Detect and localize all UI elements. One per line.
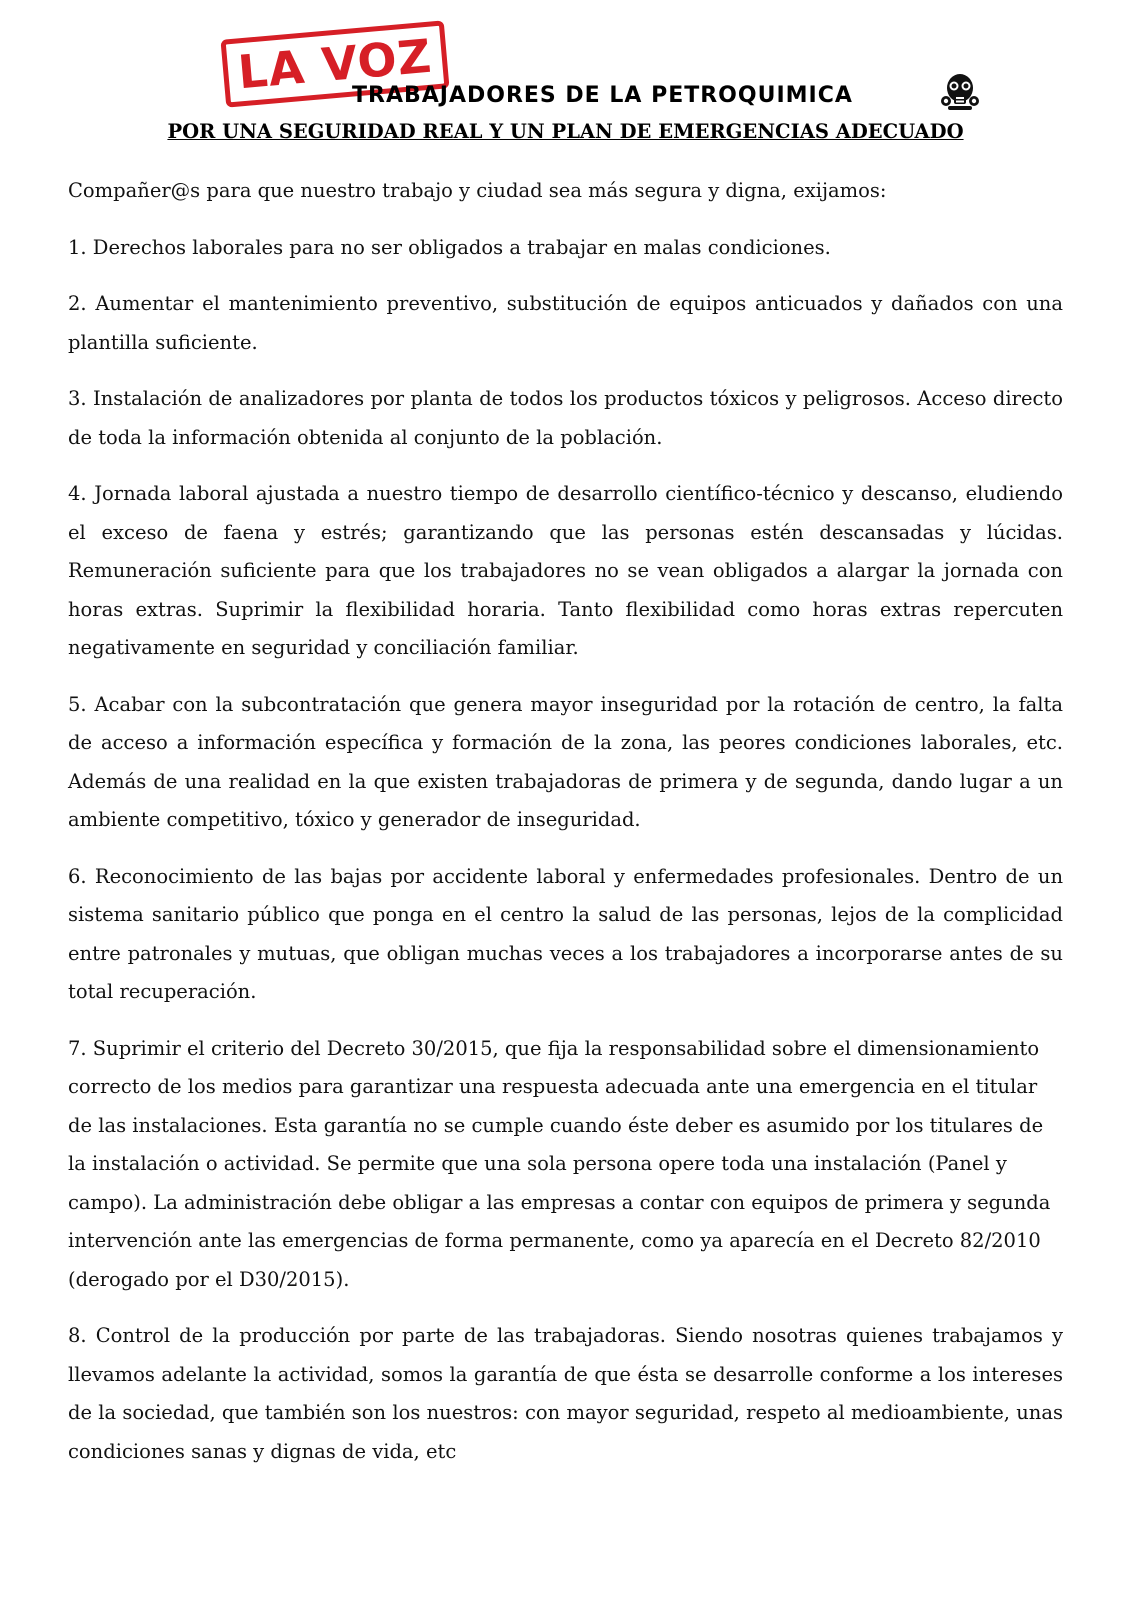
demand-item: 2. Aumentar el mantenimiento preventivo, substitución de equipos anticuados y dañados con una plantilla suficiente. [68, 292, 1063, 354]
demand-item: 5. Acabar con la subcontratación que genera mayor inseguridad por la rotación de centro, la falta de acceso a información específica y formación de la zona, las peores condiciones laborales, etc. Además de una realidad en la que existen trabajadoras de primera y de segunda, dando lugar a un ambiente competitivo, tóxico y generador de inseguridad. [68, 692, 1063, 831]
intro-paragraph: Compañer@s para que nuestro trabajo y ciudad sea más segura y digna, exijamos: [68, 179, 887, 202]
demand-item: 7. Suprimir el criterio del Decreto 30/2015, que fija la responsabilidad sobre el dimensionamiento correcto de los medios para garantizar una respuesta adecuada ante una emergencia en el titular de las instalaciones. Esta garantía no se cumple cuando éste deber es asumido por los titulares de la instalación o actividad. Se permite que una sola persona opere toda una instalación (Panel y campo). La administración debe obligar a las empresas a contar con equipos de primera y segunda intervención ante las emergencias de forma permanente, como ya aparecía en el Decreto 82/2010 (derogado por el D30/2015). [68, 1036, 1051, 1291]
demand-item: 3. Instalación de analizadores por planta de todos los productos tóxicos y peligrosos. Acceso directo de toda la información obtenida al conjunto de la población. [68, 387, 1063, 449]
demand-item: 6. Reconocimiento de las bajas por accidente laboral y enfermedades profesionales. Dentro de un sistema sanitario público que ponga en el centro la salud de las personas, lejos de la complicidad entre patronales y mutuas, que obligan muchas veces a los trabajadores a incorporarse antes de su total recuperación. [68, 864, 1063, 1003]
organization-subtitle: TRABAJADORES DE LA PETROQUIMICA [352, 83, 853, 108]
demand-item: 4. Jornada laboral ajustada a nuestro tiempo de desarrollo científico-técnico y descanso, eludiendo el exceso de faena y estrés; garantizando que las personas estén descansadas y lúcidas. Remuneración suficiente para que los trabajadores no se vean obligados a alargar la jornada con horas extras. Suprimir la flexibilidad horaria. Tanto flexibilidad como horas extras repercuten negativamente en seguridad y conciliación familiar. [68, 482, 1063, 659]
gas-mask-icon [940, 72, 980, 112]
document-body [68, 172, 1063, 1489]
page-title: POR UNA SEGURIDAD REAL Y UN PLAN DE EMERGENCIAS ADECUADO [167, 120, 964, 143]
demand-item: 1. Derechos laborales para no ser obligados a trabajar en malas condiciones. [68, 235, 831, 259]
page-header [0, 0, 1131, 120]
logo-text: LA VOZ [235, 28, 435, 100]
demand-item: 8. Control de la producción por parte de las trabajadoras. Siendo nosotras quienes trabajamos y llevamos adelante la actividad, somos la garantía de que ésta se desarrolle conforme a los intereses de la sociedad, que también son los nuestros: con mayor seguridad, respeto al medioambiente, unas condiciones sanas y dignas de vida, etc [68, 1324, 1063, 1463]
